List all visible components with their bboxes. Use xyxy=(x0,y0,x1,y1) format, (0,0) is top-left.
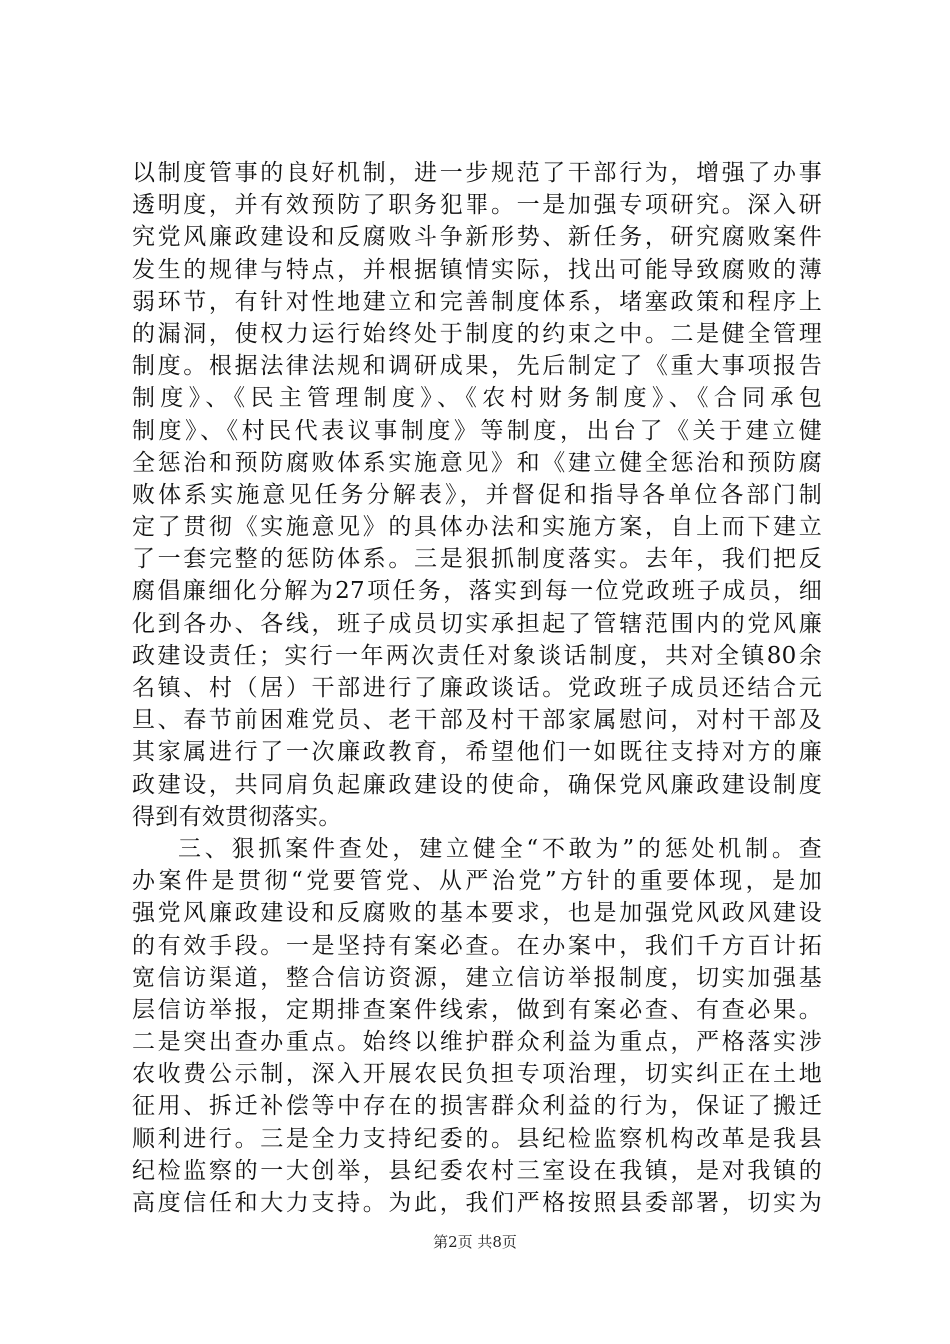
text-line: 二是突出查办重点。始终以维护群众利益为重点，严格落实涉 xyxy=(132,1029,822,1056)
page-number-footer: 第2页 共8页 xyxy=(433,1233,517,1251)
body-text xyxy=(132,157,822,1219)
text-line: 制度。根据法律法规和调研成果，先后制定了《重大事项报告 xyxy=(132,353,822,380)
text-line: 名镇、村（居）干部进行了廉政谈话。党政班子成员还结合元 xyxy=(132,675,822,701)
text-line: 化到各办、各线，班子成员切实承担起了管辖范围内的党风廉 xyxy=(132,610,822,637)
text-line: 以制度管事的良好机制，进一步规范了干部行为，增强了办事 xyxy=(132,160,822,186)
text-line: 的漏洞，使权力运行始终处于制度的约束之中。二是健全管理 xyxy=(132,320,822,347)
text-line: 高度信任和大力支持。为此，我们严格按照县委部署，切实为 xyxy=(132,1190,822,1216)
text-line: 究党风廉政建设和反腐败斗争新形势、新任务，研究腐败案件 xyxy=(132,224,822,251)
text-line: 发生的规律与特点，并根据镇情实际，找出可能导致腐败的薄 xyxy=(132,256,822,283)
text-line: 定了贯彻《实施意见》的具体办法和实施方案，自上而下建立 xyxy=(132,514,822,541)
text-line: 得到有效贯彻落实。 xyxy=(132,803,342,830)
text-line: 腐倡廉细化分解为27项任务，落实到每一位党政班子成员，细 xyxy=(132,578,822,605)
text-line: 制度》、《民主管理制度》、《农村财务制度》、《合同承包 xyxy=(132,385,822,412)
text-line: 败体系实施意见任务分解表》，并督促和指导各单位各部门制 xyxy=(132,481,822,508)
text-line: 强党风廉政建设和反腐败的基本要求，也是加强党风政风建设 xyxy=(132,900,822,927)
text-line: 农收费公示制，深入开展农民负担专项治理，切实纠正在土地 xyxy=(132,1061,822,1088)
text-line: 纪检监察的一大创举，县纪委农村三室设在我镇，是对我镇的 xyxy=(132,1157,822,1184)
text-line: 办案件是贯彻“党要管党、从严治党”方针的重要体现，是加 xyxy=(132,868,822,895)
text-line: 其家属进行了一次廉政教育，希望他们一如既往支持对方的廉 xyxy=(132,739,822,766)
text-line: 政建设，共同肩负起廉政建设的使命，确保党风廉政建设制度 xyxy=(132,771,822,798)
paragraph-start-line: 三、狠抓案件查处，建立健全“不敢为”的惩处机制。查 xyxy=(178,835,822,862)
text-line: 宽信访渠道，整合信访资源，建立信访举报制度，切实加强基 xyxy=(132,964,822,991)
text-line: 制度》、《村民代表议事制度》等制度，出台了《关于建立健 xyxy=(132,417,822,444)
text-line: 全惩治和预防腐败体系实施意见》和《建立健全惩治和预防腐 xyxy=(132,449,822,476)
text-line: 透明度，并有效预防了职务犯罪。一是加强专项研究。深入研 xyxy=(132,192,822,219)
text-line: 征用、拆迁补偿等中存在的损害群众利益的行为，保证了搬迁 xyxy=(132,1093,822,1120)
text-line: 政建设责任；实行一年两次责任对象谈话制度，共对全镇80余 xyxy=(132,642,822,669)
text-line: 弱环节，有针对性地建立和完善制度体系，堵塞政策和程序上 xyxy=(132,288,822,315)
text-line: 顺利进行。三是全力支持纪委的。县纪检监察机构改革是我县 xyxy=(132,1125,822,1152)
text-line: 的有效手段。一是坚持有案必查。在办案中，我们千方百计拓 xyxy=(132,932,822,959)
text-line: 层信访举报，定期排查案件线索，做到有案必查、有查必果。 xyxy=(132,996,822,1023)
text-line: 了一套完整的惩防体系。三是狠抓制度落实。去年，我们把反 xyxy=(132,546,822,573)
text-line: 旦、春节前困难党员、老干部及村干部家属慰问，对村干部及 xyxy=(132,707,822,734)
